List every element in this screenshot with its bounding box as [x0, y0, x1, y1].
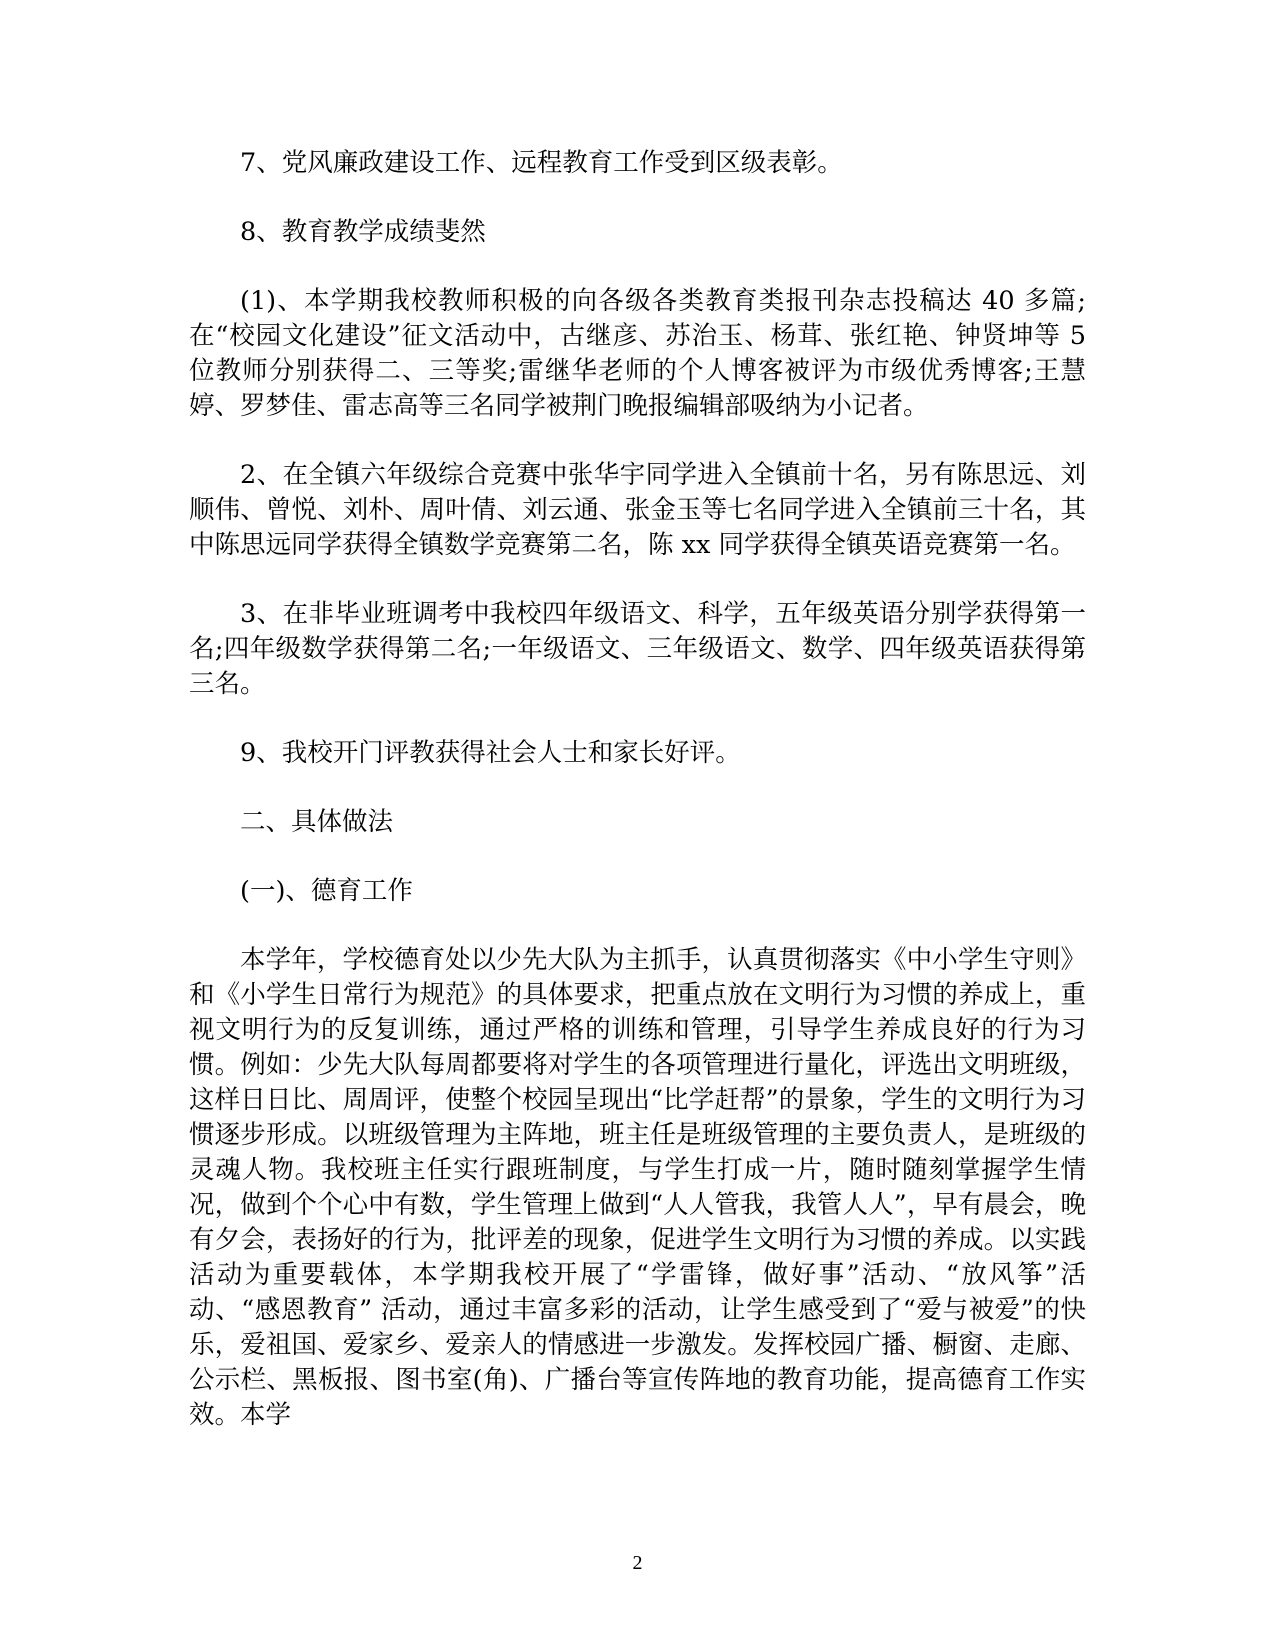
paragraph-achievement-2: 2、在全镇六年级综合竞赛中张华宇同学进入全镇前十名，另有陈思远、刘顺伟、曾悦、刘朴、周叶倩、刘云通、张金玉等七名同学进入全镇前三十名，其中陈思远同学获得全镇数学竞赛第二名，陈 xx 同学获得全镇英语竞赛第一名。 [189, 460, 1086, 560]
paragraph-achievement-3: 3、在非毕业班调考中我校四年级语文、科学，五年级英语分别学获得第一名;四年级数学获得第二名;一年级语文、三年级语文、数学、四年级英语获得第三名。 [189, 599, 1086, 699]
page-number: 2 [632, 1552, 643, 1574]
paragraph-item-8-heading: 8、教育教学成绩斐然 [240, 217, 486, 247]
subsection-heading-moral-education: (一)、德育工作 [240, 876, 413, 906]
paragraph-item-9: 9、我校开门评教获得社会人士和家长好评。 [240, 738, 741, 768]
section-heading-methods: 二、具体做法 [240, 807, 394, 837]
paragraph-moral-education-body: 本学年，学校德育处以少先大队为主抓手，认真贯彻落实《中小学生守则》和《小学生日常行为规范》的具体要求，把重点放在文明行为习惯的养成上，重视文明行为的反复训练，通过严格的训练和管理，引导学生养成良好的行为习惯。例如：少先大队每周都要将对学生的各项管理进行量化，评选出文明班级，这样日日比、周周评，使整个校园呈现出“比学赶帮”的景象，学生的文明行为习惯逐步形成。以班级管理为主阵地，班主任是班级管理的主要负责人，是班级的灵魂人物。我校班主任实行跟班制度，与学生打成一片，随时随刻掌握学生情况，做到个个心中有数，学生管理上做到“人人管我，我管人人”，早有晨会，晚有夕会，表扬好的行为，批评差的现象，促进学生文明行为习惯的养成。以实践活动为重要载体，本学期我校开展了“学雷锋，做好事”活动、“放风筝”活动、“感恩教育” 活动，通过丰富多彩的活动，让学生感受到了“爱与被爱”的快乐，爱祖国、爱家乡、爱亲人的情感进一步激发。发挥校园广播、橱窗、走廊、公示栏、黑板报、图书室(角)、广播台等宣传阵地的教育功能，提高德育工作实效。本学 [189, 945, 1086, 1430]
document-body [189, 146, 1086, 1467]
paragraph-item-7: 7、党风廉政建设工作、远程教育工作受到区级表彰。 [240, 148, 843, 178]
paragraph-achievement-1: (1)、本学期我校教师积极的向各级各类教育类报刊杂志投稿达 40 多篇;在“校园文化建设”征文活动中，古继彦、苏治玉、杨茸、张红艳、钟贤坤等 5 位教师分别获得二、三等奖;雷继华老师的个人博客被评为市级优秀博客;王慧婷、罗梦佳、雷志高等三名同学被荆门晚报编辑部吸纳为小记者。 [189, 286, 1086, 421]
